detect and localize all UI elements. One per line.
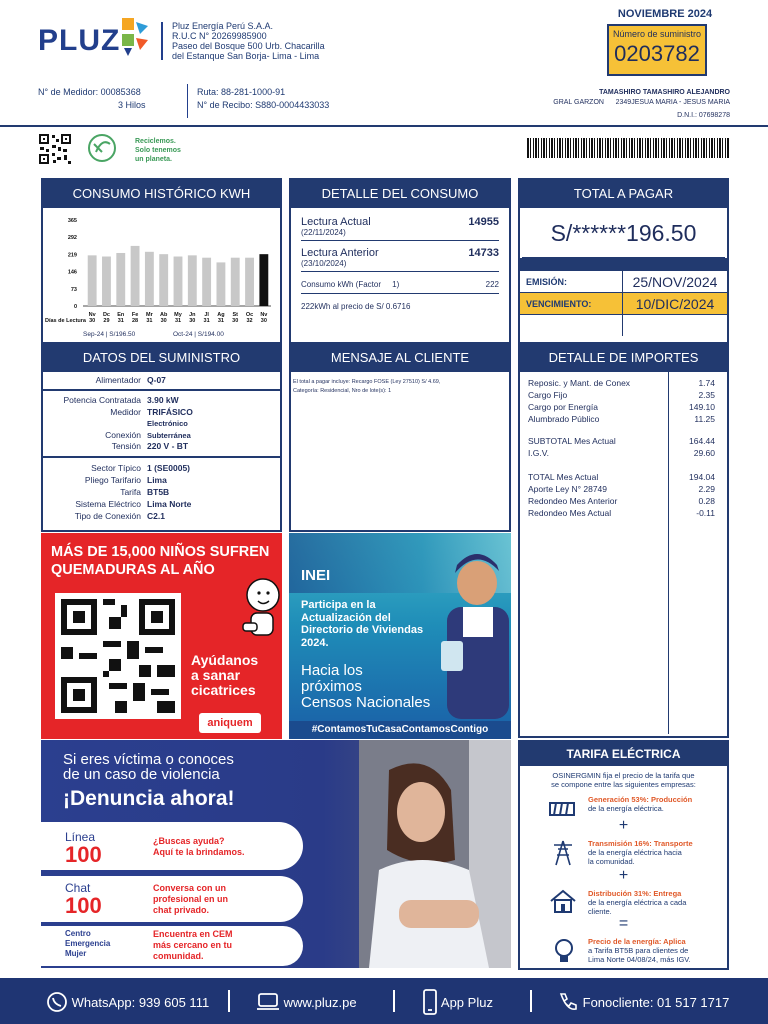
- customer-dni: D.N.I.: 07698278: [677, 112, 730, 119]
- aniquem-headline-1: MÁS DE 15,000 NIÑOS SUFREN: [51, 544, 270, 560]
- linea-label: Línea: [65, 830, 96, 844]
- importe-row: [528, 507, 715, 519]
- importe-value: 194.04: [689, 472, 715, 482]
- pre-line-3: Lima Norte 04/08/24, más IGV.: [588, 955, 691, 964]
- house-icon: [548, 889, 578, 913]
- child-character-icon: [237, 575, 281, 645]
- customer-name: TAMASHIRO TAMASHIRO ALEJANDRO: [599, 89, 730, 96]
- route-label: Ruta:: [197, 87, 219, 97]
- meter-info: [38, 86, 146, 112]
- importe-row: [528, 413, 715, 425]
- days-label: 31: [117, 318, 124, 324]
- vencimiento-value: 10/DIC/2024: [635, 296, 715, 312]
- aniquem-qr-icon: [55, 593, 181, 719]
- total-title: TOTAL A PAGAR: [520, 180, 727, 208]
- tarifa-intro-1: OSINERGMIN fija el precio de la tarifa que: [552, 771, 695, 780]
- sistema-label: Sistema Eléctrico: [75, 498, 141, 509]
- actual-date: (22/11/2024): [301, 228, 346, 237]
- barcode: [527, 138, 729, 158]
- importe-row: [528, 471, 715, 483]
- recycle-line-2: Solo tenemos: [135, 147, 181, 154]
- history-bar: [216, 262, 225, 306]
- web-text: www.pluz.pe: [283, 994, 357, 1010]
- tension-value: 220 V - BT: [147, 441, 189, 451]
- pliego-value: Lima: [147, 474, 167, 485]
- cem-text-3: comunidad.: [153, 951, 204, 961]
- generation-icon: [548, 795, 576, 819]
- days-row-label: Días de Lectura: [45, 318, 86, 324]
- tarifa-value: BT5B: [147, 486, 170, 497]
- phone-icon: [422, 989, 438, 1018]
- footer: [0, 978, 768, 1024]
- history-bar: [259, 254, 268, 306]
- dis-line-3: cliente.: [588, 907, 612, 916]
- importe-label: Alumbrado Público: [528, 414, 600, 424]
- logo: [38, 24, 120, 58]
- recycle-text: [135, 137, 181, 164]
- equals: =: [618, 915, 629, 932]
- x-tick-label: Jl: [204, 312, 209, 318]
- x-tick-label: Oc: [245, 312, 254, 318]
- recycle-line-3: un planeta.: [135, 156, 172, 163]
- customer-info: [553, 88, 730, 121]
- consumo-factor: 1): [392, 280, 400, 289]
- importe-value: 149.10: [689, 402, 715, 412]
- actual-label: Lectura Actual: [301, 216, 371, 228]
- subtotal-value: 164.44: [689, 436, 715, 446]
- web-link[interactable]: [256, 991, 357, 1016]
- dis-line-1: Distribución 31%: Entrega: [588, 889, 682, 898]
- sistema-value: Lima Norte: [147, 498, 192, 509]
- inei-text-6: próximos: [301, 678, 362, 695]
- importe-label: Reposic. y Mant. de Conex: [528, 378, 631, 388]
- conexion-value: Subterránea: [147, 430, 191, 440]
- historico-title: CONSUMO HISTÓRICO KWH: [43, 180, 280, 208]
- x-tick-label: Dc: [102, 312, 110, 318]
- mensaje-title: MENSAJE AL CLIENTE: [291, 344, 509, 372]
- igv-value: 29.60: [693, 448, 715, 458]
- days-label: 31: [217, 318, 224, 324]
- total-panel: [518, 178, 729, 344]
- importes-panel: [518, 344, 729, 738]
- chat-number: 100: [65, 893, 102, 918]
- days-label: 32: [246, 318, 253, 324]
- tra-line-3: la comunidad.: [588, 857, 635, 866]
- history-bar: [202, 258, 211, 306]
- y-tick-label: 146: [67, 269, 77, 276]
- inei-text-2: Actualización del: [301, 611, 391, 624]
- importe-row: [528, 483, 715, 495]
- route-value: 88-281-1000-91: [221, 87, 286, 97]
- receipt-label: N° de Recibo:: [197, 100, 253, 110]
- recycle-icon: [84, 132, 120, 164]
- aniquem-brand: aniquem: [199, 713, 261, 733]
- x-tick-label: Fe: [131, 312, 139, 318]
- linea-number: 100: [65, 842, 102, 867]
- medidor-value: TRIFÁSICO: [147, 406, 193, 417]
- tarifa-panel: [518, 740, 729, 970]
- linea-text-2: Aquí te la brindamos.: [153, 847, 245, 857]
- lightbulb-icon: [552, 937, 576, 965]
- emision-value: 25/NOV/2024: [632, 274, 718, 290]
- tarifa-label: Tarifa: [120, 486, 141, 497]
- violencia-headline: ¡Denuncia ahora!: [63, 787, 235, 810]
- importe-row: [528, 377, 715, 389]
- sector-value: 1 (SE0005): [147, 462, 190, 473]
- route-info: [197, 86, 329, 112]
- supply-label: Número de suministro: [612, 29, 702, 39]
- importe-label: Cargo Fijo: [528, 390, 568, 400]
- importe-value: 1.74: [698, 378, 715, 388]
- days-label: 30: [160, 318, 167, 324]
- supply-number: 0203782: [614, 41, 700, 66]
- x-tick-label: Jn: [189, 312, 196, 318]
- history-foot-right: Oct-24 | S/194.00: [173, 331, 224, 338]
- company-info: [172, 21, 325, 61]
- recycle-line-1: Reciclemos.: [135, 138, 176, 145]
- cem-line-1: Centro: [65, 929, 91, 938]
- logo-text: PLUZ: [38, 24, 121, 57]
- days-label: 30: [189, 318, 196, 324]
- history-bar: [231, 258, 240, 306]
- chat-label: Chat: [65, 881, 91, 895]
- importe-label: TOTAL Mes Actual: [528, 472, 599, 482]
- whatsapp-icon: [46, 991, 68, 1016]
- violencia-ad[interactable]: [41, 740, 511, 968]
- history-foot-left: Sep-24 | S/196.50: [83, 331, 136, 338]
- cem-text-1: Encuentra en CEM: [153, 929, 233, 939]
- tra-line-1: Transmisión 16%: Transporte: [588, 839, 693, 848]
- suministro-title: DATOS DEL SUMINISTRO: [43, 344, 280, 372]
- tipo-label: Tipo de Conexión: [74, 510, 141, 521]
- billing-month: NOVIEMBRE 2024: [617, 8, 713, 20]
- importe-value: 2.35: [698, 390, 715, 400]
- potencia-value: 3.90 kW: [147, 395, 179, 405]
- pliego-label: Pliego Tarifario: [84, 474, 141, 485]
- y-tick-label: 73: [70, 286, 77, 293]
- inei-ad[interactable]: [289, 533, 511, 739]
- company-address-2: del Estanque San Borja- Lima - Lima: [172, 51, 320, 61]
- history-bar: [145, 252, 154, 306]
- mensaje-line-1: El total a pagar incluye: Recargo FOSE (Ley 27510) S/ 4.69,: [293, 379, 441, 385]
- inei-text-7: Censos Nacionales: [301, 694, 431, 711]
- price-line: 222kWh al precio de S/ 0.6716: [301, 302, 411, 311]
- woman-image: [359, 740, 511, 968]
- cem-line-2: Emergencia: [65, 939, 111, 948]
- inei-text-1: Participa en la: [301, 599, 376, 611]
- importe-row: [528, 389, 715, 401]
- aniquem-cta-2: a sanar: [191, 667, 241, 683]
- supply-box: [607, 24, 707, 76]
- history-bar: [88, 255, 97, 306]
- importe-value: 2.29: [698, 484, 715, 494]
- chat-text-1: Conversa con un: [153, 883, 227, 893]
- history-bar: [188, 255, 197, 306]
- alimentador-label: Alimentador: [95, 375, 141, 385]
- importe-value: -0.11: [696, 508, 715, 518]
- company-ruc: R.U.C N° 20269985900: [172, 31, 267, 41]
- violencia-line-2: de un caso de violencia: [63, 766, 220, 783]
- anterior-date: (23/10/2024): [301, 259, 347, 268]
- y-tick-label: 365: [67, 218, 77, 224]
- inei-hashtag: #ContamosTuCasaContamosContigo: [289, 721, 511, 739]
- company-address-1: Paseo del Bosque 500 Urb. Chacarilla: [172, 41, 325, 51]
- consumo-label: Consumo kWh (Factor: [301, 280, 382, 289]
- tra-line-2: de la energía eléctrica hacia: [588, 848, 682, 857]
- aniquem-cta-1: Ayúdanos: [191, 652, 259, 668]
- dis-line-2: de la energía eléctrica a cada: [588, 898, 687, 907]
- cem-line-3: Mujer: [65, 949, 87, 958]
- anterior-label: Lectura Anterior: [301, 247, 379, 259]
- pre-line-1: Precio de la energía: Aplica: [588, 937, 686, 946]
- x-tick-label: Mr: [146, 312, 153, 318]
- subtotal-label: SUBTOTAL Mes Actual: [528, 436, 616, 446]
- history-bar: [159, 254, 168, 306]
- wires: 3 Hilos: [118, 100, 146, 110]
- chat-text-3: chat privado.: [153, 905, 210, 915]
- days-label: 31: [146, 318, 153, 324]
- detalle-panel: [289, 178, 511, 344]
- customer-street: GRAL GARZON: [553, 99, 604, 106]
- whatsapp-text: WhatsApp: 939 605 111: [71, 994, 210, 1010]
- tarifa-intro-2: se compone entre las siguientes empresas:: [551, 780, 696, 789]
- gen-line-1: Generación 53%: Producción: [588, 795, 693, 804]
- tension-label: Tensión: [111, 441, 141, 451]
- igv-label: I.G.V.: [528, 448, 549, 458]
- mensaje-line-2: Categoría: Residencial, Nro de lote(s): 1: [293, 388, 392, 394]
- pre-line-2: a Tarifa BT5B para clientes de: [588, 946, 689, 955]
- inei-text-5: Hacia los: [301, 662, 363, 679]
- chat-text-2: profesional en un: [153, 894, 229, 904]
- tarifa-title: TARIFA ELÉCTRICA: [520, 742, 727, 766]
- header-divider: [161, 22, 163, 60]
- gen-line-2: de la energía eléctrica.: [588, 804, 664, 813]
- cem-card[interactable]: [41, 926, 303, 966]
- potencia-label: Potencia Contratada: [63, 395, 141, 405]
- importe-row: [528, 401, 715, 413]
- aniquem-headline-2: QUEMADURAS AL AÑO: [51, 562, 215, 578]
- meter-value: 00085368: [100, 87, 141, 97]
- alimentador-value: Q-07: [147, 375, 166, 385]
- violencia-line-1: Si eres víctima o conoces: [63, 751, 234, 768]
- importe-label: Redondeo Mes Actual: [528, 508, 612, 518]
- phone-text: Fonocliente: 01 517 1717: [582, 994, 730, 1010]
- x-tick-label: St: [232, 312, 238, 318]
- customer-address: 2349JESUA MARIA - JESUS MARIA: [615, 99, 730, 106]
- importes-title: DETALLE DE IMPORTES: [520, 344, 727, 372]
- app-text: App Pluz: [440, 994, 493, 1010]
- x-tick-label: Nv: [260, 312, 268, 318]
- anterior-value: 14733: [468, 247, 499, 259]
- importe-value: 0.28: [698, 496, 715, 506]
- cem-text-2: más cercano en tu: [153, 940, 233, 950]
- x-tick-label: My: [174, 312, 182, 318]
- linea-text-1: ¿Buscas ayuda?: [153, 836, 225, 846]
- y-tick-label: 0: [73, 304, 77, 310]
- x-tick-label: En: [117, 312, 125, 318]
- y-tick-label: 292: [67, 235, 77, 242]
- aniquem-ad[interactable]: [41, 533, 282, 739]
- plus-2: +: [618, 867, 629, 884]
- days-label: 28: [132, 318, 139, 324]
- days-label: 29: [103, 318, 110, 324]
- days-label: 30: [260, 318, 267, 324]
- inei-brand: INEI: [301, 567, 331, 584]
- sector-label: Sector Típico: [91, 462, 141, 473]
- importe-label: Aporte Ley N° 28749: [528, 484, 608, 494]
- transmission-tower-icon: [552, 839, 574, 867]
- historico-chart: [43, 208, 280, 342]
- history-bar: [174, 257, 183, 306]
- header-rule: [0, 125, 768, 127]
- receipt-value: S880-0004433033: [255, 100, 330, 110]
- detalle-title: DETALLE DEL CONSUMO: [291, 180, 509, 208]
- x-tick-label: Ab: [160, 312, 168, 318]
- days-label: 30: [232, 318, 239, 324]
- inei-text-3: Directorio de Viviendas: [301, 624, 424, 636]
- conexion-label: Conexión: [105, 429, 141, 440]
- history-bar: [131, 246, 140, 306]
- importe-label: Redondeo Mes Anterior: [528, 496, 618, 506]
- phone-link[interactable]: [557, 991, 729, 1016]
- tipo-value: C2.1: [147, 510, 165, 521]
- vencimiento-label: VENCIMIENTO:: [520, 293, 623, 314]
- telephone-icon: [557, 991, 579, 1016]
- qr-code-icon: [38, 133, 72, 165]
- plus-1: +: [618, 817, 629, 834]
- days-label: 30: [89, 318, 96, 324]
- info-divider: [187, 84, 188, 118]
- actual-value: 14955: [468, 216, 499, 228]
- laptop-icon: [256, 991, 280, 1016]
- importe-label: Cargo por Energía: [528, 402, 598, 412]
- inei-text-4: 2024.: [301, 636, 329, 649]
- y-tick-label: 219: [67, 252, 77, 259]
- history-bar: [245, 258, 254, 306]
- subtotal-row: [528, 435, 715, 447]
- company-name: Pluz Energía Perú S.A.A.: [172, 21, 274, 31]
- census-worker-image: [437, 543, 511, 719]
- x-tick-label: Nv: [88, 312, 96, 318]
- logo-mark-icon: [118, 16, 152, 56]
- medidor-value-2: Electrónico: [147, 419, 188, 428]
- meter-label: N° de Medidor:: [38, 87, 99, 97]
- history-bar: [116, 253, 125, 306]
- days-label: 31: [203, 318, 210, 324]
- importe-row: [528, 495, 715, 507]
- emision-label: EMISIÓN:: [520, 271, 623, 292]
- total-amount: S/******196.50: [522, 208, 725, 258]
- consumo-value: 222: [485, 280, 499, 289]
- mensaje-panel: [289, 344, 511, 532]
- x-tick-label: Ag: [217, 312, 225, 318]
- historico-panel: [41, 178, 282, 344]
- linea-100-card[interactable]: [41, 822, 303, 870]
- suministro-panel: [41, 344, 282, 532]
- app-link[interactable]: [422, 989, 493, 1018]
- igv-row: [528, 447, 715, 459]
- days-label: 31: [174, 318, 182, 324]
- chat-100-card[interactable]: [41, 876, 303, 922]
- history-bar: [102, 257, 111, 306]
- medidor-label: Medidor: [110, 406, 141, 417]
- importe-value: 11.25: [694, 414, 715, 424]
- aniquem-cta-3: cicatrices: [191, 682, 256, 698]
- whatsapp-link[interactable]: [46, 991, 209, 1016]
